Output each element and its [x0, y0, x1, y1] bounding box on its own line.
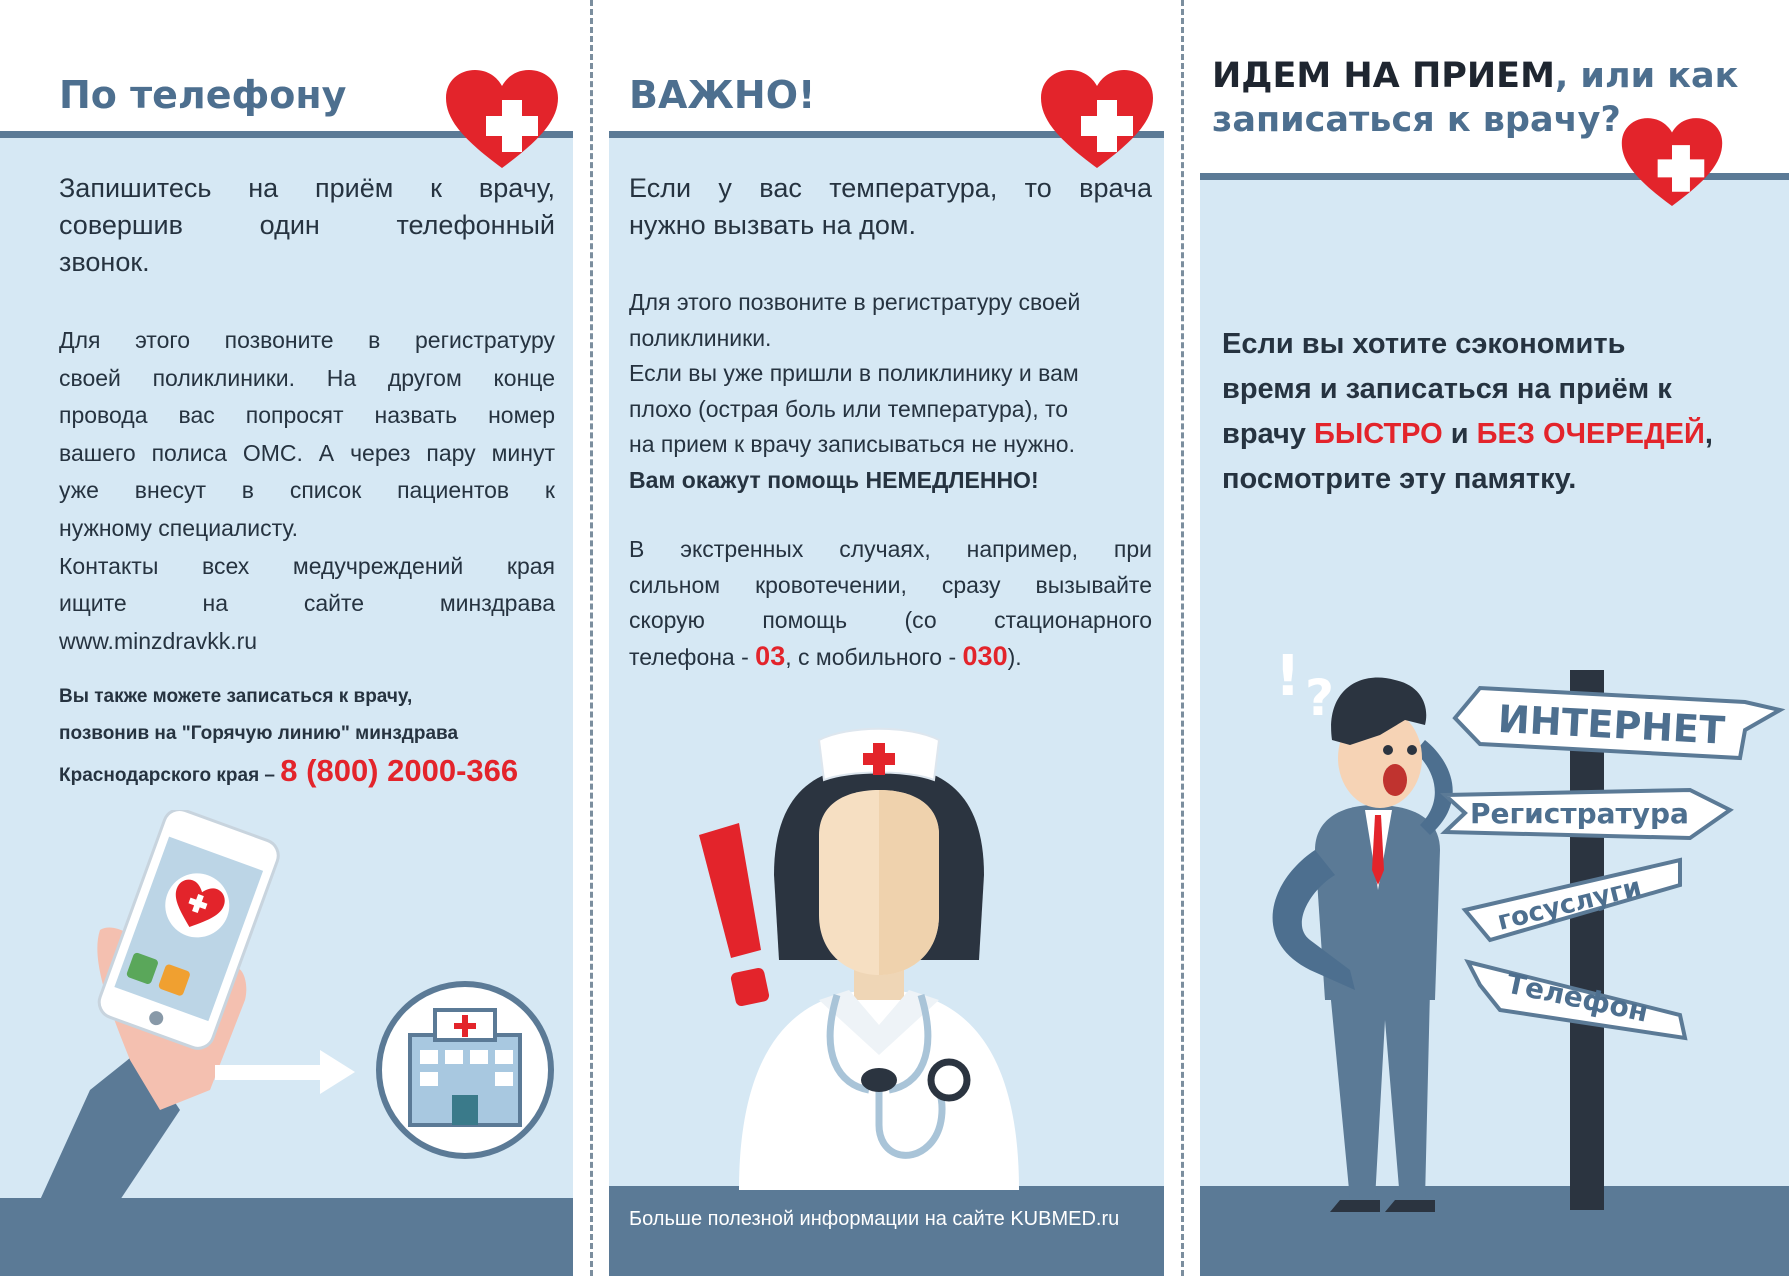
- panel-title: ВАЖНО!: [629, 73, 816, 117]
- panel-important: [609, 0, 1164, 1276]
- emergency-text: В экстренных случаях, например, при сильном кровотечении, сразу вызывайте скорую помощь (со стационарного телефона - 03, с мобильного - 030).: [629, 536, 1152, 671]
- mobile-number[interactable]: 030: [962, 640, 1008, 671]
- body-text: Для этого позвоните в регистратуру своей поликлиники. На другом конце провода вас попросят назвать номер вашего полиса ОМС. А через пару минут уже внесут в список пациентов к нужному специалисту. Контакты всех медучреждений края ищите на сайте минздрава www.minzdravkk.ru: [59, 322, 555, 660]
- hotline-number[interactable]: 8 (800) 2000-366: [280, 753, 519, 788]
- lead-text: Если у вас температура, то врача нужно вызвать на дом.: [629, 173, 1152, 240]
- phone-hand-illustration: [0, 810, 573, 1200]
- panel-by-phone: [0, 0, 573, 1276]
- fold-line: [590, 0, 593, 1276]
- heart-cross-icon: [1039, 68, 1155, 172]
- signpost-illustration: [1200, 640, 1789, 1220]
- sign-phone: Телефон: [1503, 966, 1652, 1029]
- panel-footer-band: [609, 1186, 1164, 1276]
- nurse-illustration: [669, 725, 1089, 1190]
- hotline-text: Вы также можете записаться к врачу, позвонив на "Горячую линию" минздрава Краснодарского края – 8 (800) 2000-366: [59, 686, 519, 788]
- panel-title: По телефону: [59, 73, 347, 117]
- intro-text: Если вы хотите сэкономить время и записаться на приём к врачу БЫСТРО и БЕЗ ОЧЕРЕДЕЙ, посмотрите эту памятку.: [1222, 328, 1713, 495]
- sign-gosuslugi: госуслуги: [1494, 872, 1645, 937]
- landline-number[interactable]: 03: [755, 640, 786, 671]
- no-queue-highlight: БЕЗ ОЧЕРЕДЕЙ: [1476, 418, 1705, 450]
- sign-registry: Регистратура: [1470, 797, 1689, 830]
- heart-cross-icon: [444, 68, 560, 172]
- body-text: Для этого позвоните в регистратуру своей поликлиники. Если вы уже пришли в поликлинику и вам плохо (острая боль или температура), то на прием к врачу записываться не нужно. Вам окажут помощь НЕМЕДЛЕННО!: [629, 285, 1152, 498]
- footer-text: Больше полезной информации на сайте KUBMED.ru: [629, 1208, 1120, 1230]
- fast-highlight: БЫСТРО: [1313, 418, 1443, 450]
- svg-text:?: ?: [1305, 669, 1335, 727]
- lead-text: Запишитесь на приём к врачу, совершив один телефонный звонок.: [59, 173, 555, 277]
- svg-text:!: !: [1275, 644, 1301, 709]
- heart-cross-icon: [1620, 116, 1724, 210]
- panel-footer-band: [0, 1198, 573, 1276]
- emphasis-line: Вам окажут помощь НЕМЕДЛЕННО!: [629, 466, 1039, 493]
- sign-internet: ИНТЕРНЕТ: [1496, 696, 1726, 753]
- website-link[interactable]: www.minzdravkk.ru: [59, 627, 258, 654]
- panel-cover: [1200, 0, 1789, 1276]
- fold-line: [1181, 0, 1184, 1276]
- cover-title: ИДЕМ НА ПРИЕМ, или как записаться к врачу?: [1212, 56, 1739, 140]
